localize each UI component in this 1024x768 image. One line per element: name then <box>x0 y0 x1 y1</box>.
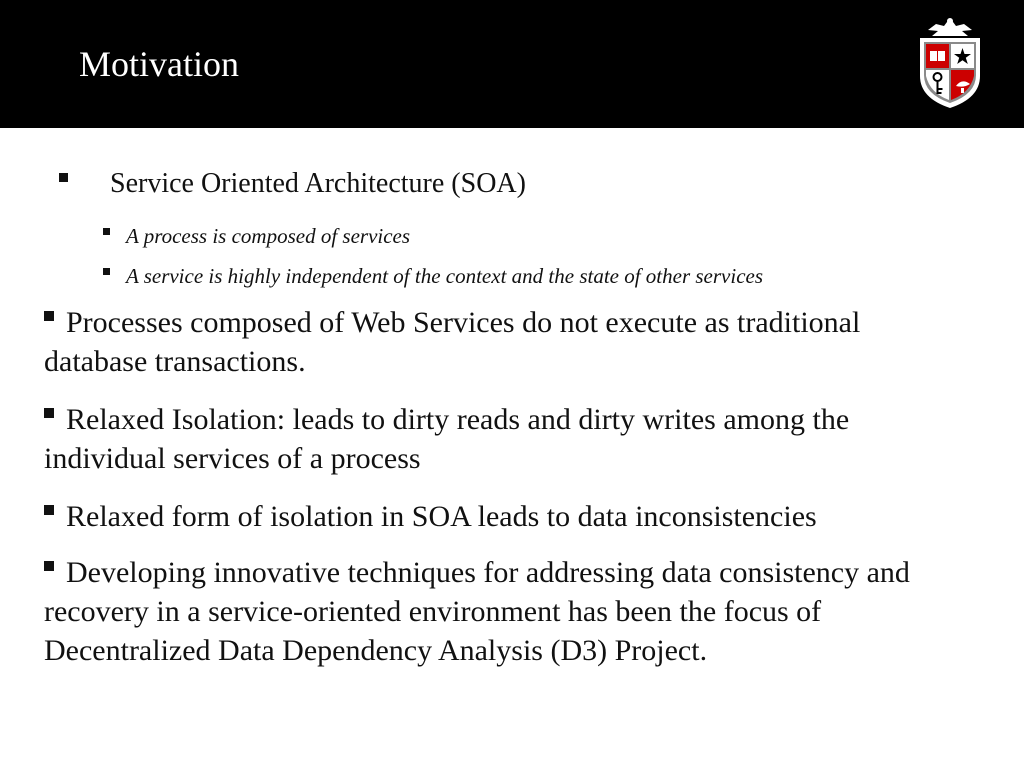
paragraph-text: Developing innovative techniques for addressing data consistency and recovery in a service-oriented environment has been the focus of Decentralized Data Dependency Analysis (D3) Project. <box>44 556 910 667</box>
square-bullet-icon <box>103 268 110 275</box>
bullet-paragraph <box>44 497 944 536</box>
bullet-paragraph <box>44 553 944 670</box>
header-bar <box>0 0 1024 128</box>
paragraph-text: Relaxed form of isolation in SOA leads to data inconsistencies <box>66 500 817 533</box>
paragraph-text: Processes composed of Web Services do not execute as traditional database transactions. <box>44 306 861 378</box>
bullet-paragraph <box>44 400 944 478</box>
square-bullet-icon <box>59 173 68 182</box>
square-bullet-icon <box>44 561 54 571</box>
square-bullet-icon <box>44 311 54 321</box>
bullet-paragraph <box>44 303 944 381</box>
square-bullet-icon <box>44 408 54 418</box>
paragraph-text: Relaxed Isolation: leads to dirty reads and dirty writes among the individual services of a process <box>44 403 850 475</box>
sub-point-text: A service is highly independent of the context and the state of other services <box>126 264 764 288</box>
slide-title: Motivation <box>79 44 239 84</box>
shield-icon <box>914 14 986 110</box>
square-bullet-icon <box>44 505 54 515</box>
sub-heading-text: Service Oriented Architecture (SOA) <box>110 168 526 199</box>
university-shield-logo <box>914 14 986 110</box>
sub-point-text: A process is composed of services <box>126 224 411 248</box>
square-bullet-icon <box>103 228 110 235</box>
